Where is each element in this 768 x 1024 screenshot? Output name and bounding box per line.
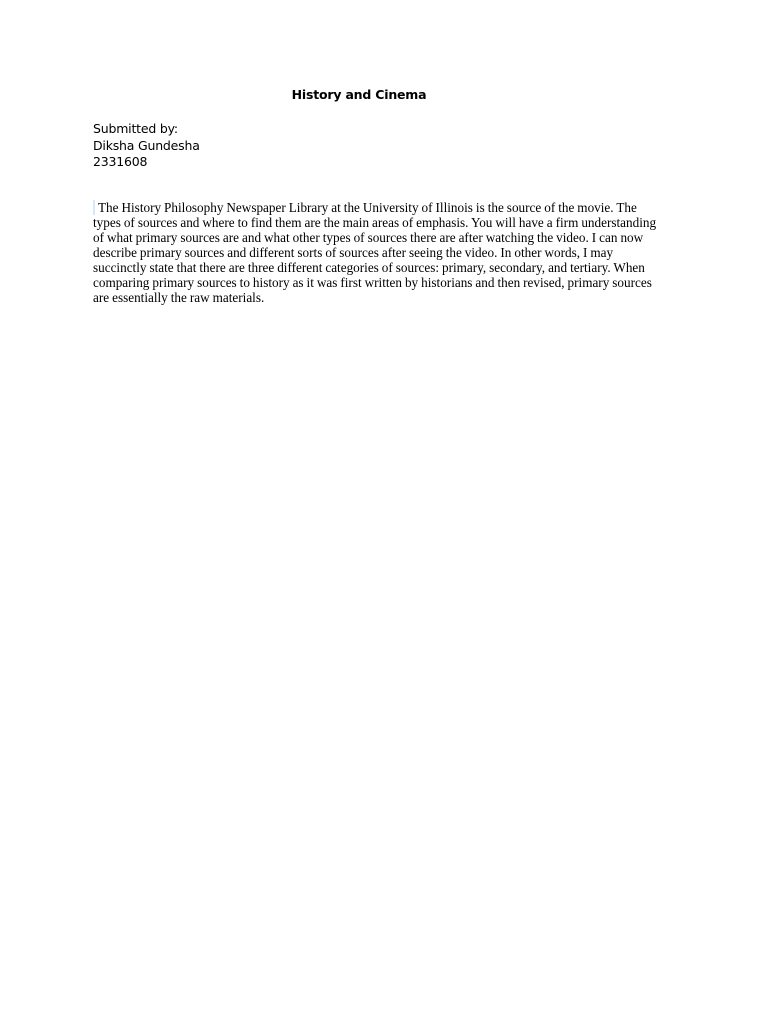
submitted-by-label: Submitted by: <box>93 121 178 136</box>
author-block <box>93 121 200 171</box>
body-paragraph: The History Philosophy Newspaper Library at the University of Illinois is the source of the movie. The types of sources and where to find them are the main areas of emphasis. You will have a firm understanding of what primary sources are and what other types of sources there are after watching the video. I can now describe primary sources and different sorts of sources after seeing the video. In other words, I may succinctly state that there are three different categories of sources: primary, secondary, and tertiary. When comparing primary sources to history as it was first written by historians and then revised, primary sources are essentially the raw materials. <box>93 200 657 305</box>
document-title: History and Cinema <box>291 87 427 102</box>
author-name: Diksha Gundesha <box>93 137 200 153</box>
body-paragraph-container <box>93 200 667 305</box>
student-id: 2331608 <box>93 154 148 169</box>
text-cursor-marker <box>93 200 95 215</box>
